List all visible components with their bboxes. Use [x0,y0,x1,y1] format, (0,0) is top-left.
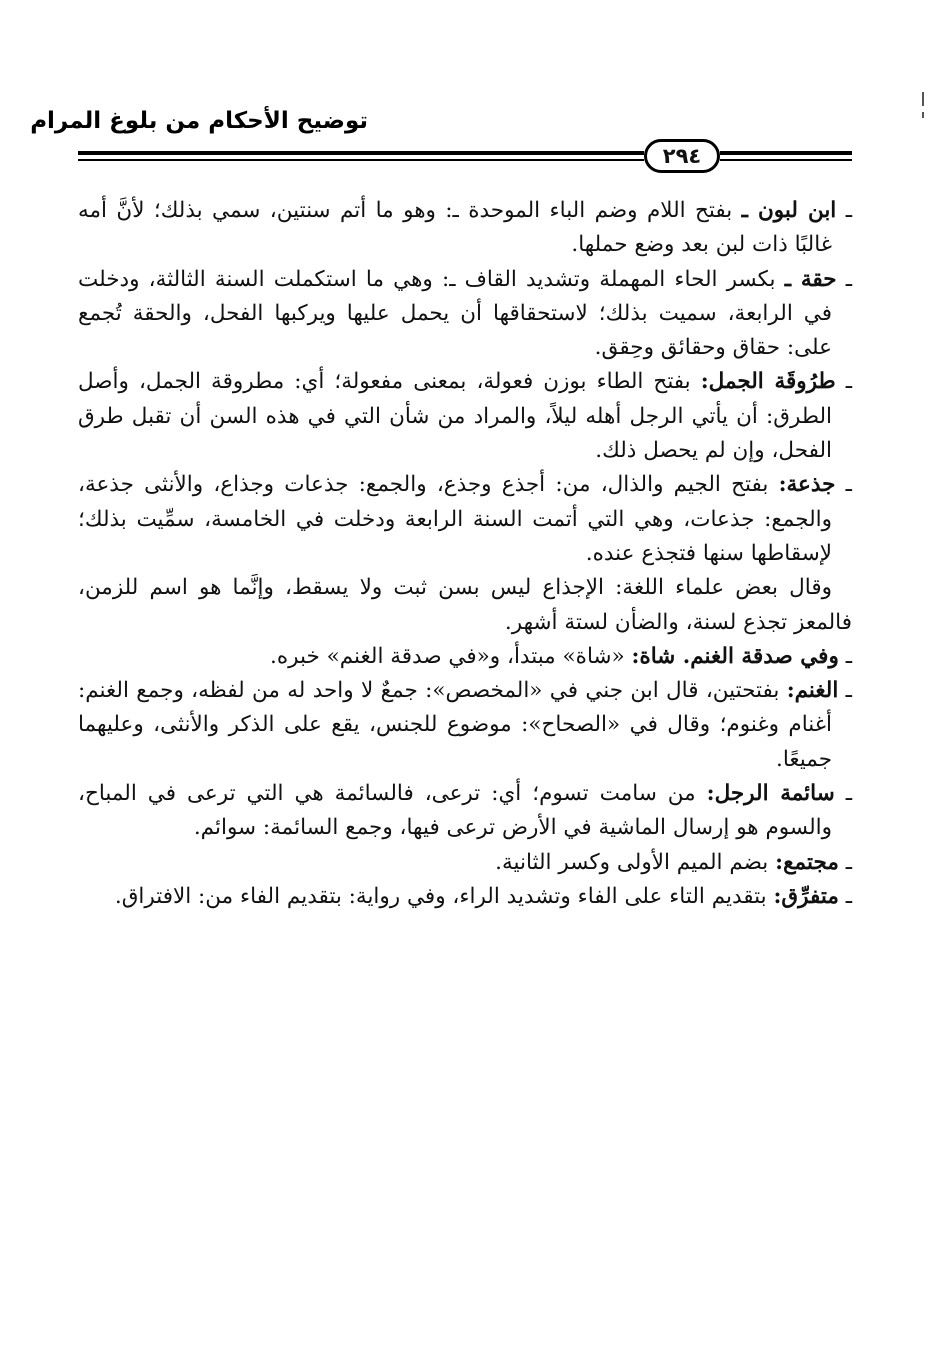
entry-term: مجتمع: [775,849,839,875]
entry-text: بفتح الطاء بوزن فعولة، بمعنى مفعولة؛ أي: مطروقة الجمل، وأصل الطرق: أن يأتي الرجل أهله ليلاً، والمراد من شأن التي في هذه السن أن تقبل طرق الفحل، وإن لم يحصل ذلك. [78,369,832,464]
entry-dash: ـ [845,678,852,704]
header-rule [78,159,644,161]
entry-dash: ـ [845,781,852,807]
glossary-entry [78,674,852,777]
entry-term: سائمة الرجل: [706,781,835,807]
entry-dash: ـ [845,369,852,395]
entry-dash: ـ [845,849,852,875]
page-number: ٢٩٤ [644,139,720,173]
glossary-entry [78,846,852,880]
entry-text: «شاة» مبتدأ، و«في صدقة الغنم» خبره. [270,643,632,669]
entry-term: طرُوقَة الجمل: [700,369,836,395]
entry-term: جذعة: [778,472,836,498]
entry-text: بتقديم التاء على الفاء وتشديد الراء، وفي رواية: بتقديم الفاء من: الافتراق. [114,883,774,909]
body-paragraph [78,571,852,640]
paragraph-text: وقال بعض علماء اللغة: الإجذاع ليس بسن ثبت ولا يسقط، وإنَّما هو اسم للزمن، فالمعز تجذع لسنة، والضأن لستة أشهر. [78,575,852,635]
entry-dash: ـ [845,472,852,498]
entry-dash: ـ [845,266,852,292]
glossary-entry [78,640,852,674]
glossary-entry [78,365,852,468]
margin-mark [922,112,924,118]
entry-term: الغنم: [786,678,839,704]
entry-term: متفرِّق: [773,883,839,909]
entry-term: ابن لبون ـ [741,198,837,223]
entry-text: بفتح اللام وضم الباء الموحدة ـ: وهو ما أتم سنتين، سمي بذلك؛ لأنَّ أمه غالبًا ذات لبن بعد وضع حملها. [78,198,832,258]
entry-text: بفتح الجيم والذال، من: أجذع وجذع، والجمع: جذعات وجذاع، والأنثى جذعة، والجمع: جذعات، وهي التي أتمت السنة الرابعة ودخلت في الخامسة، سمِّيت بذلك؛ لإسقاطها سنها فتجذع عنده. [78,472,832,566]
header-rule [78,151,644,155]
entry-text: بفتحتين، قال ابن جني في «المخصص»: جمعٌ لا واحد له من لفظه، وجمع الغنم: أغنام وغنوم؛ وقال في «الصحاح»: موضوع للجنس، يقع على الذكر والأنثى، وعليهما جميعًا. [78,678,832,772]
header-rule [720,159,852,161]
entry-text: بضم الميم الأولى وكسر الثانية. [495,849,776,875]
entry-text: بكسر الحاء المهملة وتشديد القاف ـ: وهي ما استكملت السنة الثالثة، ودخلت في الرابعة، سميت بذلك؛ لاستحقاقها أن يحمل عليها ويركبها الفحل، والحقة تُجمع على: حقاق وحقائق وحِقق. [78,266,832,361]
entry-text: من سامت تسوم؛ أي: ترعى، فالسائمة هي التي ترعى في المباح، والسوم هو إرسال الماشية في الأرض ترعى فيها، وجمع السائمة: سوائم. [78,781,832,841]
glossary-entry [78,880,852,914]
page-body [78,194,852,914]
header-rule [720,151,852,155]
entry-term: وفي صدقة الغنم. شاة: [631,643,839,669]
entry-dash: ـ [845,198,852,223]
entry-term: حقة ـ [784,266,837,292]
glossary-entry [78,263,852,366]
running-title: توضيح الأحكام من بلوغ المرام [30,108,368,134]
entry-dash: ـ [845,643,852,669]
entry-dash: ـ [845,883,852,909]
glossary-entry [78,194,852,263]
glossary-entry [78,777,852,846]
glossary-entry [78,468,852,571]
margin-mark [922,92,924,106]
